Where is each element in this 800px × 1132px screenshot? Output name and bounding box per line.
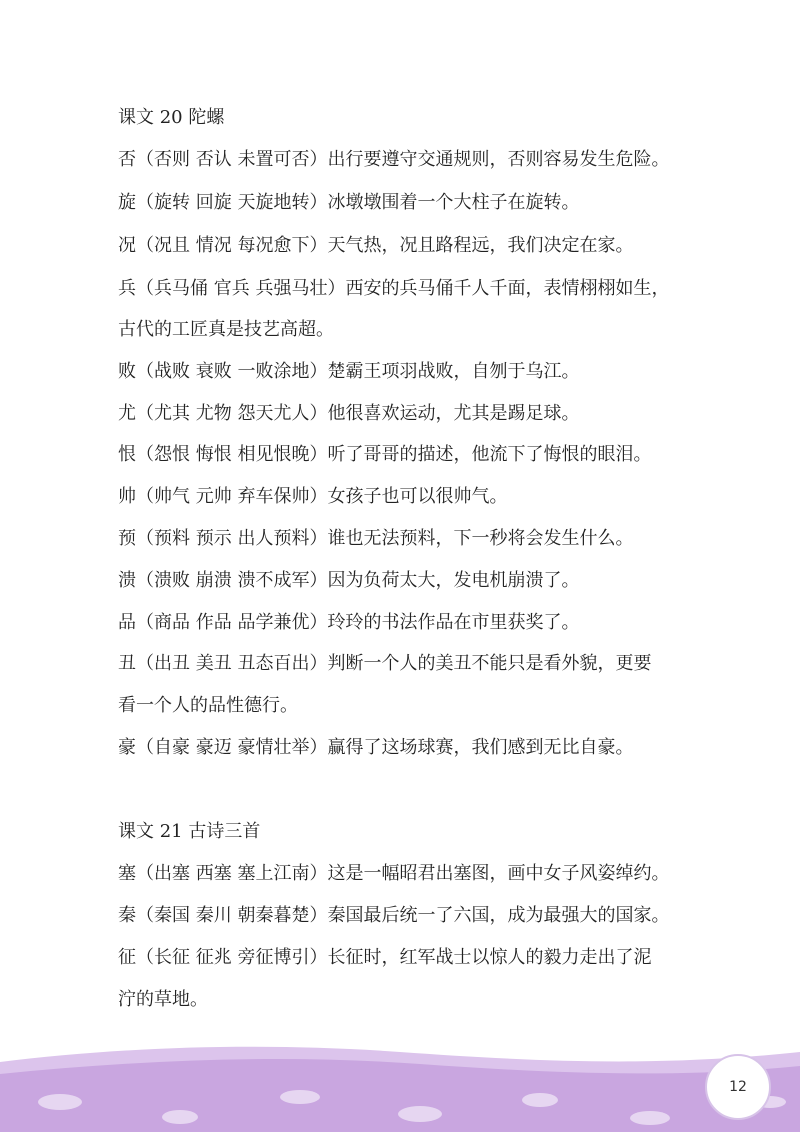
page-number-badge: 12	[705, 1054, 771, 1120]
text-line: 尤（尤其 尤物 怨天尤人）他很喜欢运动，尤其是踢足球。	[118, 403, 580, 424]
text-line: 旋（旋转 回旋 天旋地转）冰墩墩围着一个大柱子在旋转。	[118, 192, 580, 213]
text-line: 丑（出丑 美丑 丑态百出）判断一个人的美丑不能只是看外貌，更要	[118, 653, 652, 674]
text-line: 塞（出塞 西塞 塞上江南）这是一幅昭君出塞图，画中女子风姿绰约。	[118, 863, 670, 884]
text-line: 看一个人的品性德行。	[118, 695, 298, 716]
text-line: 豪（自豪 豪迈 豪情壮举）赢得了这场球赛，我们感到无比自豪。	[118, 737, 634, 758]
text-line: 古代的工匠真是技艺高超。	[118, 319, 334, 340]
text-line: 况（况且 情况 每况愈下）天气热，况且路程远，我们决定在家。	[118, 235, 634, 256]
text-line: 兵（兵马俑 官兵 兵强马壮）西安的兵马俑千人千面，表情栩栩如生，	[118, 278, 670, 299]
text-line: 否（否则 否认 未置可否）出行要遵守交通规则，否则容易发生危险。	[118, 149, 670, 170]
text-line: 恨（怨恨 悔恨 相见恨晚）听了哥哥的描述，他流下了悔恨的眼泪。	[118, 444, 652, 465]
text-line: 预（预料 预示 出人预料）谁也无法预料，下一秒将会发生什么。	[118, 528, 634, 549]
text-line: 品（商品 作品 品学兼优）玲玲的书法作品在市里获奖了。	[118, 612, 580, 633]
text-line: 溃（溃败 崩溃 溃不成军）因为负荷太大，发电机崩溃了。	[118, 570, 580, 591]
text-line: 泞的草地。	[118, 989, 208, 1010]
section-title-lesson-21: 课文 21 古诗三首	[118, 821, 261, 842]
text-line: 征（长征 征兆 旁征博引）长征时，红军战士以惊人的毅力走出了泥	[118, 947, 652, 968]
wave-footer-decoration	[0, 1022, 800, 1132]
text-line: 帅（帅气 元帅 弃车保帅）女孩子也可以很帅气。	[118, 486, 508, 507]
text-line: 败（战败 衰败 一败涂地）楚霸王项羽战败，自刎于乌江。	[118, 361, 580, 382]
text-line: 秦（秦国 秦川 朝秦暮楚）秦国最后统一了六国，成为最强大的国家。	[118, 905, 670, 926]
section-title-lesson-20: 课文 20 陀螺	[118, 107, 225, 128]
